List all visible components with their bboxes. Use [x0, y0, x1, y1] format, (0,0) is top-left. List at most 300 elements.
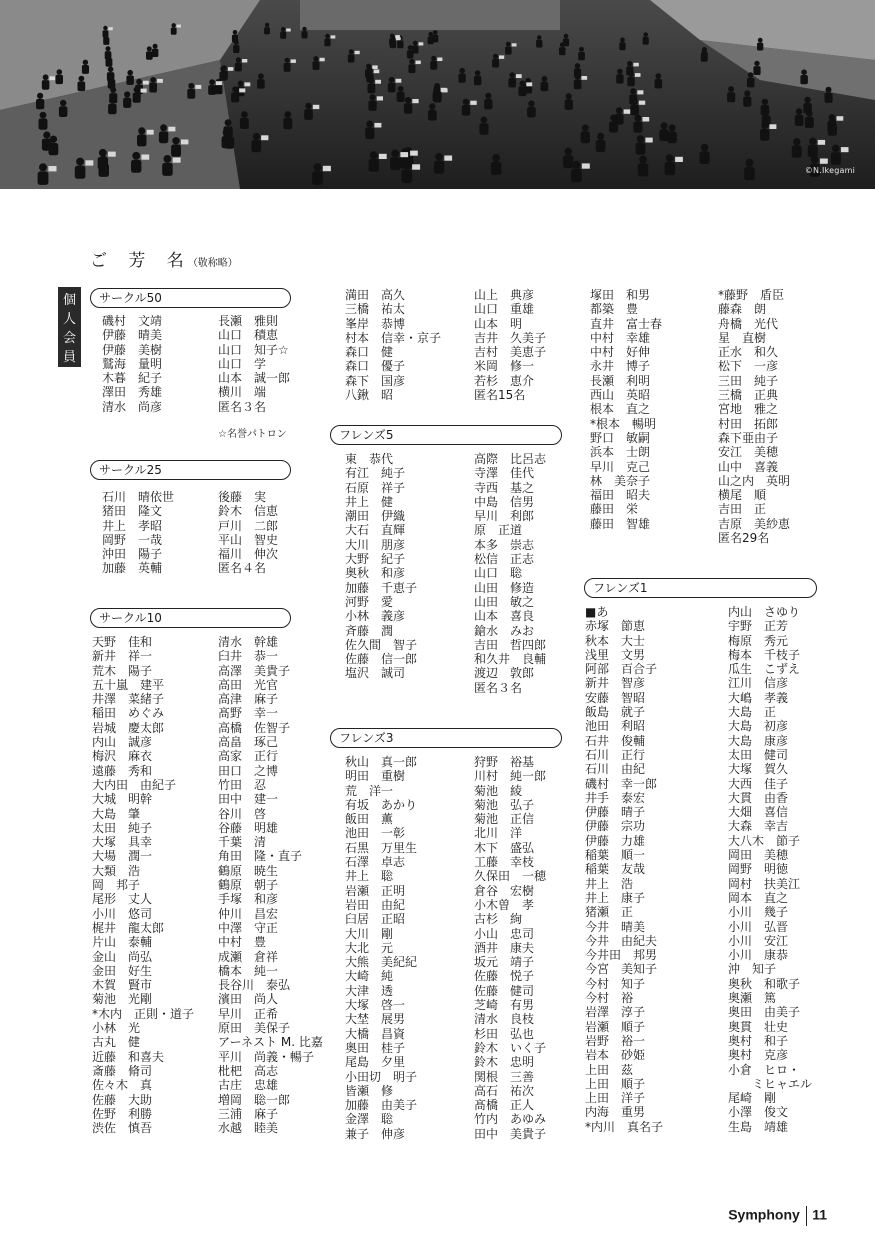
musician-body — [800, 75, 808, 84]
musician-head — [153, 44, 158, 49]
musician-body — [492, 59, 499, 68]
member-name: 小倉 ヒロ・ — [728, 1062, 801, 1077]
musician-head — [509, 72, 515, 78]
member-name: 金澤 聡 — [345, 1112, 394, 1127]
musician-head — [281, 27, 285, 31]
page-title — [90, 246, 238, 271]
musician-body — [312, 171, 323, 185]
music-stand — [244, 82, 250, 86]
musician-head — [60, 100, 66, 106]
member-name: 内海 重男 — [585, 1105, 646, 1120]
music-stand — [410, 151, 418, 156]
member-name: 鈴木 信恵 — [218, 504, 279, 519]
member-name: 大塚 具幸 — [92, 835, 153, 850]
musician-body — [508, 78, 516, 88]
musician-head — [655, 73, 661, 79]
musician-body — [82, 65, 89, 74]
musician-head — [258, 73, 264, 79]
member-name: 川村 純一郎 — [474, 769, 547, 784]
musician-head — [83, 60, 88, 65]
member-name: 早川 克己 — [590, 459, 651, 474]
music-stand — [374, 70, 380, 74]
musician-head — [565, 148, 573, 156]
musician-body — [257, 79, 265, 89]
member-name: 斉藤 潤 — [345, 623, 394, 638]
member-name: 鶴原 朝子 — [218, 878, 279, 893]
member-name: 佐藤 大助 — [92, 1092, 153, 1107]
musician-head — [391, 150, 399, 158]
musician-head — [241, 111, 248, 118]
member-name: 高畠 琢己 — [218, 735, 279, 750]
musician-head — [150, 77, 156, 83]
member-name: 吉田 正 — [718, 502, 767, 517]
musician-body — [484, 99, 492, 109]
magazine-name: Symphony — [728, 1206, 800, 1223]
music-stand — [437, 58, 442, 62]
musician-head — [806, 110, 813, 117]
musician-head — [43, 131, 50, 138]
member-name: 和久井 良輔 — [474, 652, 547, 667]
musician-body — [633, 122, 642, 133]
member-name: 岩田 由紀 — [345, 897, 406, 912]
music-stand — [470, 101, 476, 105]
member-name: 大場 潤一 — [92, 849, 153, 864]
music-stand — [228, 67, 234, 71]
music-stand — [841, 147, 849, 152]
musician-body — [578, 52, 585, 60]
musician-head — [537, 35, 542, 40]
member-name: 髙橋 正人 — [474, 1098, 535, 1113]
musician-head — [435, 153, 443, 161]
member-name: 石井 俊輔 — [585, 733, 646, 748]
member-name: 岩城 慶太郎 — [92, 720, 165, 735]
music-stand — [143, 81, 149, 85]
music-stand — [635, 73, 641, 77]
member-name: 長谷川 泰弘 — [218, 978, 291, 993]
musician-body — [348, 54, 355, 62]
musician-body — [643, 37, 649, 45]
member-name: 菊池 弘子 — [474, 797, 535, 812]
music-stand — [645, 138, 652, 143]
member-name: 遠藤 秀和 — [92, 763, 153, 778]
musician-body — [397, 40, 403, 48]
musician-body — [527, 107, 536, 118]
member-name: *根本 暢明 — [590, 416, 657, 431]
musician-head — [302, 27, 306, 31]
member-name: 今井 由紀夫 — [585, 933, 658, 948]
member-name: 小林 光 — [92, 1021, 141, 1036]
musician-head — [746, 159, 754, 167]
member-name: 満田 高久 — [345, 288, 406, 302]
page-footer — [728, 1206, 827, 1226]
musician-head — [666, 154, 674, 162]
member-name: 荒木 陽子 — [92, 663, 153, 678]
music-stand — [818, 140, 825, 145]
musician-head — [405, 97, 411, 103]
music-stand — [141, 155, 149, 160]
musician-head — [368, 78, 374, 84]
musician-body — [49, 143, 59, 155]
footer-divider — [806, 1206, 807, 1226]
member-name: 池田 一彰 — [345, 826, 406, 841]
member-name: 加藤 英輔 — [102, 561, 163, 576]
musician-head — [542, 76, 548, 82]
musician-head — [325, 34, 330, 39]
member-name: 今村 知子 — [585, 976, 646, 991]
musician-body — [491, 162, 502, 175]
musician-body — [701, 53, 708, 61]
musician-head — [136, 79, 142, 85]
musician-body — [747, 78, 755, 88]
member-name: 大森 幸吉 — [728, 819, 789, 834]
member-name: 小澤 俊文 — [728, 1105, 789, 1120]
member-name: 岩野 裕一 — [585, 1033, 646, 1048]
member-name: 尾形 丈人 — [92, 892, 153, 907]
member-name: 奥秋 和彦 — [345, 566, 406, 581]
musician-body — [727, 92, 735, 102]
musician-head — [762, 99, 768, 105]
musician-head — [669, 124, 676, 131]
member-name: 山本 明 — [474, 316, 523, 331]
musician-body — [123, 98, 131, 108]
member-name: 斎藤 脩司 — [92, 1063, 153, 1078]
member-name: アーネスト M. 比嘉 — [218, 1035, 323, 1050]
member-name: 菊池 綾 — [474, 783, 523, 798]
musician-body — [126, 76, 133, 85]
member-name: 岡本 直之 — [728, 890, 789, 905]
member-name: 小林 義彦 — [345, 609, 406, 624]
member-name: 岩瀬 正明 — [345, 883, 406, 898]
music-stand — [141, 89, 147, 93]
member-name: 成瀬 倉祥 — [218, 949, 279, 964]
member-name: 匿名29名 — [718, 531, 770, 546]
member-name: 横川 端 — [218, 385, 267, 400]
member-name: 舟橋 光代 — [718, 316, 779, 331]
musician-head — [435, 86, 441, 92]
musician-head — [220, 66, 226, 72]
musician-head — [661, 122, 668, 129]
member-name: 臼井 恭一 — [218, 649, 279, 664]
member-name: 寺西 基之 — [474, 480, 535, 495]
member-name: 福田 昭夫 — [590, 488, 651, 503]
member-name: 三田 純子 — [718, 373, 779, 388]
music-stand — [375, 80, 381, 84]
member-name: 梅本 千枝子 — [728, 647, 801, 662]
member-name: 吉井 久美子 — [474, 330, 547, 345]
musician-head — [575, 63, 580, 68]
musician-body — [541, 82, 549, 92]
member-name: 竹内 あゆみ — [474, 1112, 547, 1127]
member-name: 池田 利昭 — [585, 719, 646, 734]
member-name: 高田 光官 — [218, 677, 279, 692]
member-name: 山之内 英明 — [718, 473, 791, 488]
member-name: 金田 好生 — [92, 963, 153, 978]
musician-body — [215, 85, 223, 95]
member-name: 上田 洋子 — [585, 1091, 646, 1106]
category-char: 人 — [62, 312, 76, 327]
musician-body — [615, 114, 624, 125]
member-name: 渡辺 敦郎 — [474, 666, 535, 681]
member-name: 岩本 砂姫 — [585, 1048, 646, 1063]
member-name: 尾島 夕里 — [345, 1055, 406, 1070]
member-name: 大川 剛 — [345, 926, 394, 941]
member-name: 森口 健 — [345, 345, 394, 360]
member-name: 飯島 就子 — [585, 705, 646, 720]
member-name: 横尾 順 — [718, 488, 767, 503]
member-name: 根本 直之 — [590, 402, 651, 417]
member-name: 大埜 展男 — [345, 1012, 406, 1027]
musician-head — [109, 97, 115, 103]
musician-head — [582, 124, 589, 131]
musician-head — [57, 69, 63, 75]
music-stand — [374, 123, 381, 128]
member-name: 山口 積恵 — [218, 328, 279, 343]
music-stand — [395, 35, 400, 38]
member-name: 関根 三善 — [474, 1069, 535, 1084]
member-name: 芝崎 有男 — [474, 998, 535, 1013]
member-name: 小川 悠司 — [92, 906, 153, 921]
musician-body — [280, 31, 286, 39]
musician-body — [78, 82, 86, 92]
member-name: 吉田 哲四郎 — [474, 637, 547, 652]
musician-body — [665, 162, 676, 175]
music-stand — [581, 76, 587, 80]
category-char: 個 — [62, 293, 76, 308]
musician-head — [172, 23, 176, 27]
member-name: 大城 明幹 — [92, 792, 153, 807]
music-stand — [320, 58, 325, 62]
musician-head — [728, 86, 734, 92]
member-name: 清水 尚彦 — [102, 399, 163, 414]
musician-body — [251, 140, 261, 152]
member-name: 三橋 祐太 — [345, 302, 406, 317]
member-name: 濱田 尚人 — [218, 992, 279, 1007]
musician-head — [413, 41, 418, 46]
member-name: 岡村 扶美江 — [728, 876, 801, 891]
musician-head — [367, 68, 373, 74]
name-list — [218, 314, 290, 414]
member-name: 竹田 忍 — [218, 777, 267, 792]
music-stand — [372, 65, 377, 69]
musician-body — [108, 104, 117, 115]
musician-body — [389, 38, 395, 46]
musician-head — [209, 79, 215, 85]
musician-head — [104, 33, 109, 38]
musician-head — [110, 87, 116, 93]
musician-body — [390, 157, 400, 170]
musician-body — [365, 128, 374, 140]
music-stand — [286, 29, 291, 32]
music-stand — [639, 101, 645, 105]
honorary-patron-note: ☆名誉パトロン — [218, 429, 287, 440]
musician-head — [265, 23, 269, 27]
musician-body — [596, 140, 606, 152]
musician-head — [597, 133, 604, 140]
musician-head — [758, 38, 763, 43]
music-stand — [323, 166, 331, 171]
member-name: 野口 敏嗣 — [590, 430, 651, 445]
member-name: 奥秋 和歌子 — [728, 976, 801, 991]
musician-body — [667, 132, 676, 144]
member-name: 荒 洋一 — [345, 783, 394, 798]
name-list — [345, 755, 417, 1141]
musician-body — [630, 105, 639, 116]
musician-head — [223, 129, 230, 136]
music-stand — [837, 116, 844, 121]
musician-head — [389, 77, 395, 83]
member-name: *木内 正則・道子 — [92, 1006, 195, 1021]
section-header-friends1: フレンズ1 — [584, 578, 817, 598]
member-name: 田中 美貴子 — [474, 1126, 547, 1141]
member-name: 岩瀬 順子 — [585, 1019, 646, 1034]
member-name: 岡野 明徳 — [728, 862, 789, 877]
musician-head — [236, 57, 241, 62]
member-name: 秋山 真一郎 — [345, 755, 418, 769]
member-name: 伊藤 晴美 — [102, 328, 163, 343]
member-name: 梶井 龍太郎 — [92, 920, 165, 935]
musician-body — [559, 47, 566, 55]
member-name: 八鍬 昭 — [345, 388, 394, 403]
musician-body — [828, 124, 837, 136]
musician-head — [617, 69, 623, 75]
music-stand — [216, 81, 222, 85]
musician-head — [744, 90, 750, 96]
member-name: 今宮 美知子 — [585, 962, 658, 977]
member-name: 大類 浩 — [92, 863, 141, 878]
member-name: 大内田 由紀子 — [92, 777, 177, 792]
musician-body — [795, 115, 804, 126]
musician-head — [761, 122, 768, 129]
member-name: 三浦 麻子 — [218, 1106, 279, 1121]
musician-body — [187, 89, 195, 99]
member-name: 浜本 士朗 — [590, 445, 651, 460]
member-name: 尾崎 剛 — [728, 1091, 777, 1106]
member-name: 大島 肇 — [92, 806, 141, 821]
member-name: 岡 邦子 — [92, 878, 141, 893]
musician-body — [753, 66, 760, 75]
member-name: 河野 愛 — [345, 594, 394, 609]
musician-body — [434, 92, 442, 102]
musician-head — [234, 40, 239, 45]
member-name: 大塚 啓一 — [345, 998, 406, 1013]
member-name: 瓜生 こずえ — [728, 662, 801, 677]
name-list — [585, 605, 663, 1134]
member-name: 伊藤 晴子 — [585, 805, 646, 820]
member-name: 磯村 文靖 — [102, 314, 163, 328]
section-header-circle50: サークル50 — [90, 288, 291, 308]
member-name: 西山 英昭 — [590, 388, 651, 403]
member-name: 仲川 昌宏 — [218, 906, 279, 921]
member-name: 宮地 雅之 — [718, 402, 779, 417]
member-name: 岡田 美穂 — [728, 848, 789, 863]
member-name: 東 恭代 — [345, 452, 394, 466]
member-name: 北川 洋 — [474, 826, 523, 841]
musician-head — [124, 91, 130, 97]
member-name: 中澤 守正 — [218, 920, 279, 935]
member-name: 大島 正 — [728, 705, 777, 720]
musician-body — [565, 100, 573, 110]
member-name: 塩沢 誠司 — [345, 666, 406, 681]
musician-head — [630, 88, 636, 94]
member-name: 大橋 昌資 — [345, 1026, 406, 1041]
member-name: 伊藤 力雄 — [585, 833, 646, 848]
member-name: 奥瀬 篤 — [728, 991, 777, 1006]
member-name: 稲葉 友哉 — [585, 862, 646, 877]
musician-head — [39, 163, 47, 171]
member-name: 上田 順子 — [585, 1076, 646, 1091]
member-name: 森下亜由子 — [718, 430, 779, 445]
musician-body — [430, 61, 437, 70]
member-name: 中村 豊 — [218, 935, 267, 950]
member-name: 生島 靖雄 — [728, 1119, 789, 1134]
member-name: ■あ — [585, 605, 609, 619]
musician-head — [225, 119, 232, 126]
member-name: 大島 康彦 — [728, 733, 789, 748]
music-stand — [49, 76, 55, 80]
member-name: 新井 祥一 — [92, 649, 153, 664]
member-name: 田口 之博 — [218, 763, 279, 778]
member-name: 明田 重樹 — [345, 769, 406, 784]
member-name: 藤田 智雄 — [590, 516, 651, 531]
member-name: 大熊 美紀紀 — [345, 955, 418, 970]
musician-body — [636, 143, 646, 155]
member-name: 阿部 百合子 — [585, 662, 658, 677]
member-name: 狩野 裕基 — [474, 755, 535, 769]
member-name: 近藤 和喜夫 — [92, 1049, 165, 1064]
musician-head — [459, 68, 465, 74]
member-name: 大八木 節子 — [728, 833, 801, 848]
member-name: 浅里 文男 — [585, 647, 646, 662]
music-stand — [512, 43, 517, 46]
member-name: 鎗水 みお — [474, 623, 535, 638]
musician-body — [757, 43, 763, 51]
musician-body — [760, 129, 769, 141]
member-name: 杉田 弘也 — [474, 1026, 535, 1041]
member-name: 奥村 和子 — [728, 1033, 789, 1048]
member-name: 大島 初彦 — [728, 719, 789, 734]
member-name: 石原 祥子 — [345, 480, 406, 495]
member-name: 小木曽 孝 — [474, 897, 535, 912]
member-name: 大野 紀子 — [345, 552, 406, 567]
musician-head — [635, 115, 642, 122]
musician-head — [147, 46, 152, 51]
member-name: 新井 智彦 — [585, 676, 646, 691]
musician-head — [369, 94, 375, 100]
musician-head — [481, 117, 488, 124]
music-stand — [412, 164, 420, 169]
music-stand — [769, 124, 776, 129]
member-name: 小川 安江 — [728, 933, 789, 948]
music-stand — [291, 59, 296, 63]
member-name: 臼居 正昭 — [345, 912, 406, 927]
musician-body — [397, 92, 405, 102]
name-list — [92, 635, 194, 1135]
musician-body — [428, 110, 437, 121]
member-name: 星 直樹 — [718, 330, 767, 345]
music-stand — [173, 158, 181, 163]
music-stand — [147, 130, 154, 135]
member-name: 井手 泰宏 — [585, 790, 646, 805]
musician-head — [796, 108, 803, 115]
member-name: 長瀬 利明 — [590, 373, 651, 388]
musician-head — [238, 81, 244, 87]
musician-head — [253, 133, 260, 140]
section-header-friends3: フレンズ3 — [330, 728, 562, 748]
musician-head — [701, 144, 709, 152]
member-name: 大石 直輝 — [345, 523, 406, 538]
musician-head — [637, 135, 644, 142]
musician-head — [40, 112, 47, 119]
